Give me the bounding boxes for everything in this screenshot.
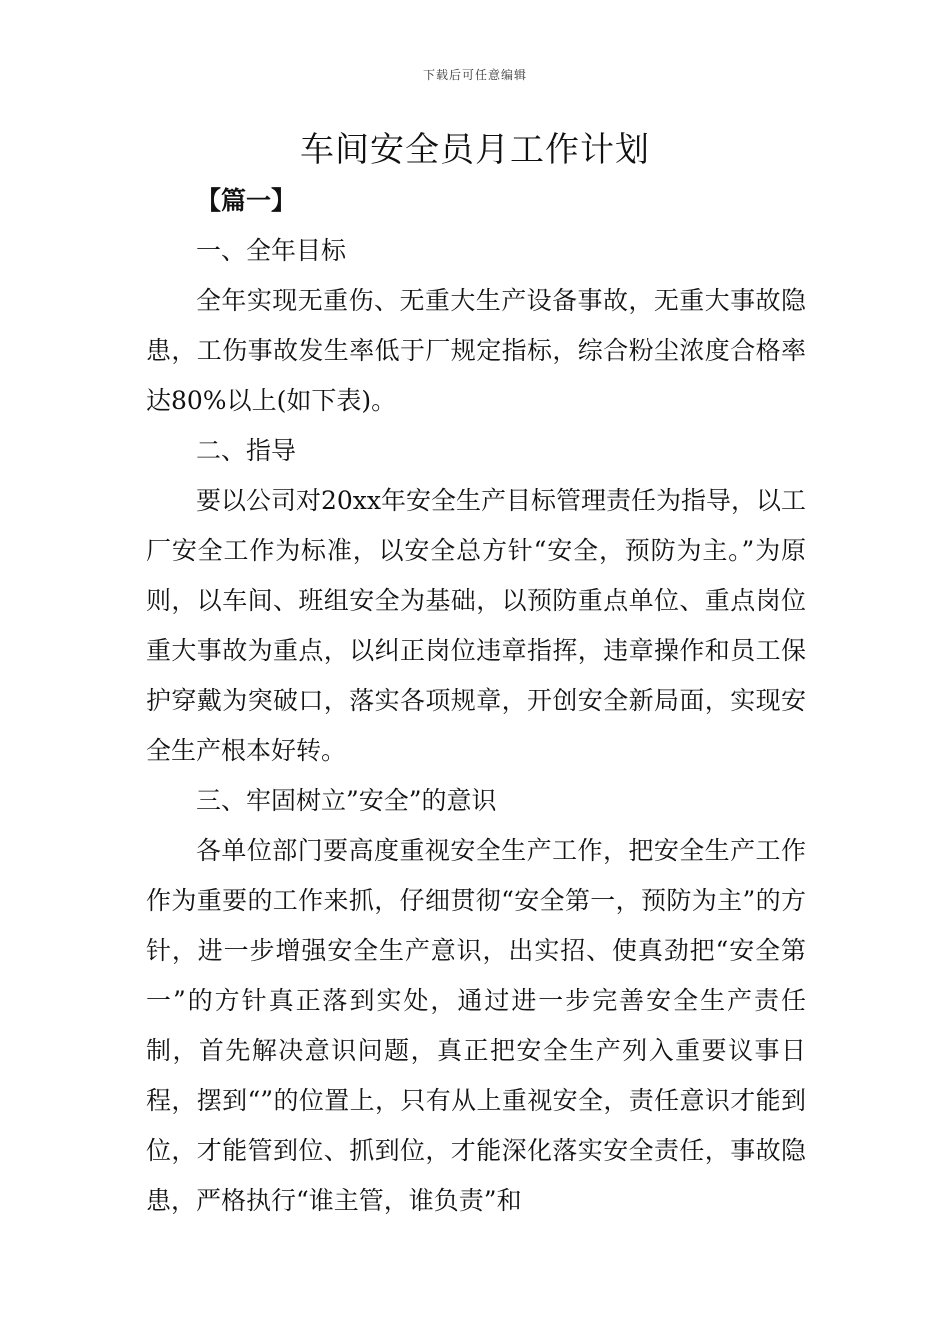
document-title: 车间安全员月工作计划 — [300, 130, 650, 170]
section-mark: 【篇一】 — [196, 186, 297, 215]
paragraph-3: 各单位部门要高度重视安全生产工作，把安全生产工作作为重要的工作来抓，仔细贯彻“安全第一，预防为主”的方针，进一步增强安全生产意识，出实招、使真劲把“安全第一”的方针真正落到实处，通过进一步完善安全生产责任制，首先解决意识问题，真正把安全生产列入重要议事日程，摆到“”的位置上，只有从上重视安全，责任意识才能到位，才能管到位、抓到位，才能深化落实安全责任，事故隐患，严格执行“谁主管，谁负责”和 — [146, 836, 806, 1215]
section-heading-3: 三、牢固树立”安全”的意识 — [196, 786, 497, 815]
header-note: 下载后可任意编辑 — [422, 68, 527, 82]
section-heading-2: 二、指导 — [196, 436, 297, 465]
document-body — [146, 176, 806, 1226]
paragraph-2: 要以公司对20xx年安全生产目标管理责任为指导，以工厂安全工作为标准，以安全总方针“安全，预防为主。”为原则，以车间、班组安全为基础，以预防重点单位、重点岗位重大事故为重点，以纠正岗位违章指挥，违章操作和员工保护穿戴为突破口，落实各项规章，开创安全新局面，实现安全生产根本好转。 — [146, 486, 807, 765]
section-heading-1: 一、全年目标 — [196, 236, 347, 265]
paragraph-1: 全年实现无重伤、无重大生产设备事故，无重大事故隐患，工伤事故发生率低于厂规定指标，综合粉尘浓度合格率达80%以上(如下表)。 — [146, 286, 806, 415]
